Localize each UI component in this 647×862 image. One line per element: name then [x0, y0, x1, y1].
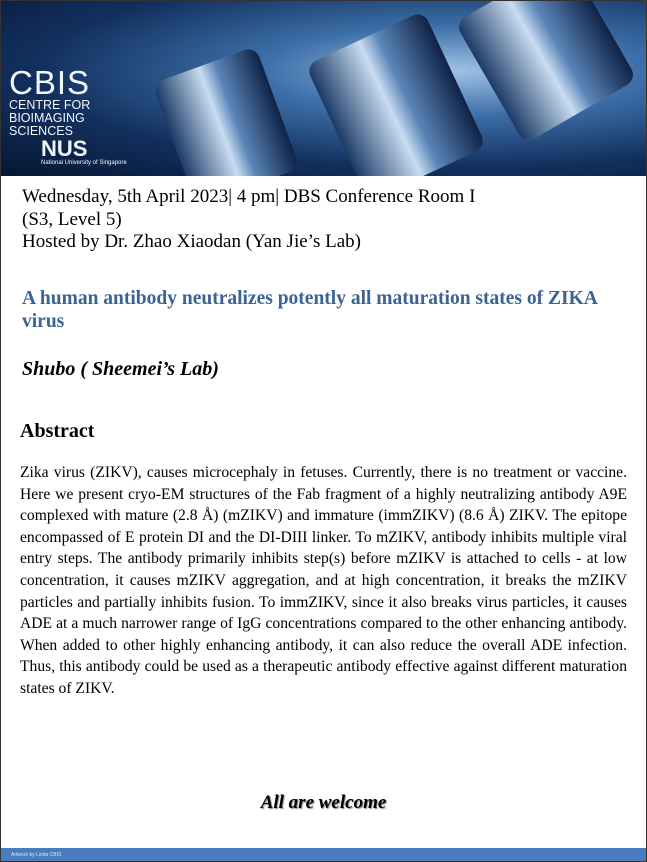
talk-title: A human antibody neutralizes potently all maturation states of ZIKA virus: [22, 288, 597, 332]
logo-line: BIOIMAGING: [9, 111, 85, 125]
microscope-image: [305, 11, 486, 176]
logo-nus-sub: National University of Singapore: [41, 160, 127, 166]
event-date-time: Wednesday, 5th April 2023| 4 pm| DBS Conference Room I: [22, 186, 476, 207]
abstract-text: Zika virus (ZIKV), causes microcephaly in fetuses. Currently, there is no treatment or vaccine. Here we present cryo-EM structures of the Fab fragment of a highly neutralizing antibody A9E complexed with mature (2.8 Å) (mZIKV) and immature (immZIKV) (8.6 Å) ZIKV. The epitope encompassed of E protein DI and the DI-DIII linker. To mZIKV, antibody inhibits multiple viral entry steps. The antibody primarily inhibits step(s) before mZIKV is attached to cells - at low concentration, it causes mZIKV aggregation, and at high concentration, it breaks the mZIKV particles and partially inhibits fusion. To immZIKV, since it also breaks virus particles, it causes ADE at a much narrower range of IgG concentrations compared to the other enhancing antibody. When added to other highly enhancing antibody, it can also reduce the overall ADE infection. Thus, this antibody could be used as a therapeutic antibody effective against different maturation states of ZIKV.: [20, 464, 627, 697]
logo-nus: NUS: [41, 136, 88, 161]
event-info: [22, 186, 475, 254]
logo-line: SCIENCES: [9, 124, 73, 138]
event-host: Hosted by Dr. Zhao Xiaodan (Yan Jie’s Lab): [22, 231, 361, 252]
header-banner: [1, 1, 646, 176]
cbis-nus-logo: [9, 64, 127, 166]
microscope-image: [152, 46, 300, 176]
footer-bar: [1, 848, 646, 861]
abstract-heading: Abstract: [20, 420, 95, 442]
speaker: Shubo ( Sheemei’s Lab): [22, 358, 219, 380]
microscope-image: [455, 1, 638, 144]
footer-credit: Artwork by Linda CBIS: [11, 852, 62, 858]
logo-line: CENTRE FOR: [9, 98, 91, 112]
welcome-text: All are welcome: [260, 792, 387, 813]
event-location: (S3, Level 5): [22, 208, 122, 230]
logo-acronym: CBIS: [9, 64, 91, 101]
